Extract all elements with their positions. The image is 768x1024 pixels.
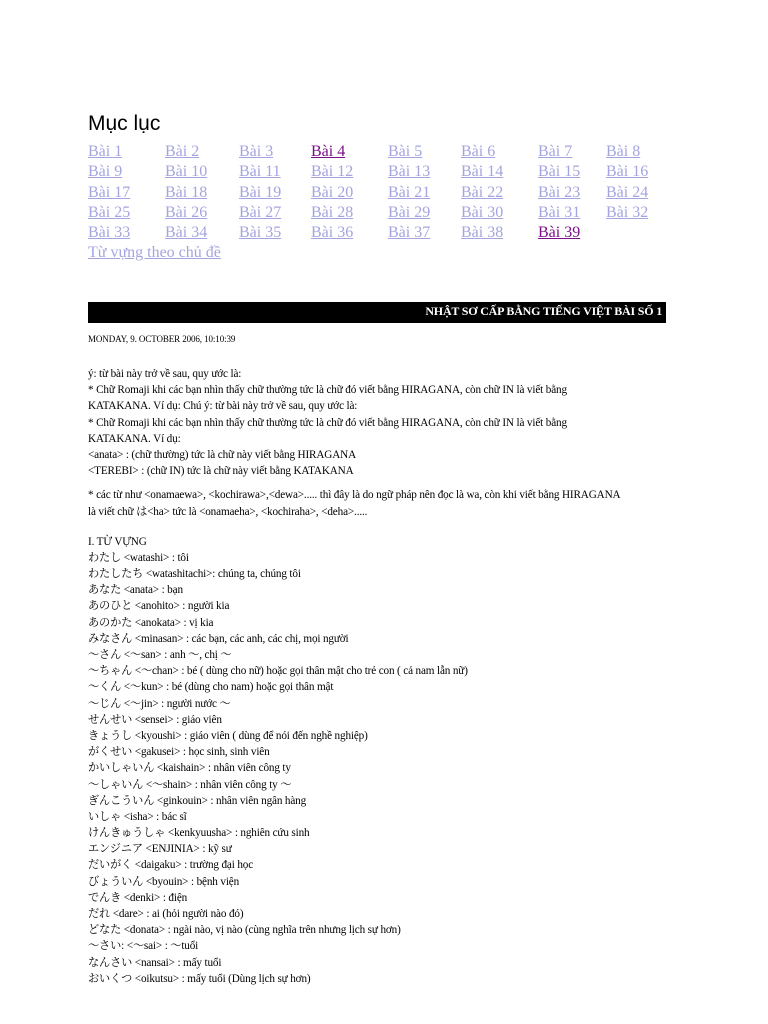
vocab-item: あのひと <anohito> : người kia xyxy=(88,600,230,613)
vocab-item: だいがく <daigaku> : trường đại học xyxy=(88,859,254,872)
vocab-item: ぎんこういん <ginkouin> : nhân viên ngân hàng xyxy=(88,794,307,807)
toc-link[interactable]: Bài 6 xyxy=(461,143,496,160)
vocab-item: でんき <denki> : điện xyxy=(88,891,188,904)
vocab-item: せんせい <sensei> : giáo viên xyxy=(88,713,222,726)
intro-section xyxy=(88,366,728,479)
vocab-list xyxy=(88,550,728,987)
vocab-item: エンジニア <ENJINIA> : kỹ sư xyxy=(88,843,232,856)
vocab-item: ～くん <～kun> : bé (dùng cho nam) hoặc gọi thân mật xyxy=(88,681,334,694)
toc-link[interactable]: Bài 38 xyxy=(461,224,504,242)
toc-link[interactable]: Bài 21 xyxy=(388,183,431,201)
post-title-banner xyxy=(88,302,666,323)
toc-link[interactable]: Bài 7 xyxy=(538,143,573,160)
toc-link[interactable]: Bài 36 xyxy=(311,224,354,242)
vocab-item: だれ <dare> : ai (hỏi người nào đó) xyxy=(88,908,244,920)
toc-link[interactable]: Bài 8 xyxy=(606,143,641,160)
toc-link[interactable]: Bài 1 xyxy=(88,143,123,160)
note-line: là viết chữ は<ha> tức là <onamaeha>, <kochiraha>, <deha>..... xyxy=(88,505,368,518)
post-title: NHẬT SƠ CẤP BẰNG TIẾNG VIỆT BÀI SỐ 1 xyxy=(425,304,662,318)
toc-title: Mục lục xyxy=(88,112,161,135)
intro-line: * Chữ Romaji khi các bạn nhìn thấy chữ thường tức là chữ đó viết bằng HIRAGANA, còn chữ IN là viết bằng xyxy=(88,416,567,429)
vocab-item: ～さい: <～sai> : ～tuổi xyxy=(88,940,199,953)
vocab-item: ～さん <～san> : anh ～, chị ～ xyxy=(88,649,232,661)
toc-link[interactable]: Bài 19 xyxy=(239,183,282,201)
toc-link[interactable]: Bài 34 xyxy=(165,224,208,242)
toc-link[interactable]: Bài 27 xyxy=(239,203,282,221)
toc-link[interactable]: Bài 28 xyxy=(311,203,354,221)
toc-link[interactable]: Bài 16 xyxy=(606,163,649,181)
vocab-item: どなた <donata> : ngài nào, vị nào (cùng nghĩa trên nhưng lịch sự hơn) xyxy=(88,924,401,937)
vocab-item: わたし <watashi> : tôi xyxy=(88,551,189,564)
vocab-item: おいくつ <oikutsu> : mấy tuổi (Dùng lịch sự hơn) xyxy=(88,972,311,985)
toc-link[interactable]: Bài 30 xyxy=(461,203,504,221)
intro-line: <TEREBI> : (chữ IN) tức là chữ này viết bằng KATAKANA xyxy=(88,465,354,478)
toc-link[interactable]: Bài 20 xyxy=(311,183,354,201)
vocab-item: ～しゃいん <～shain> : nhân viên công ty ～ xyxy=(88,778,292,791)
vocab-item: いしゃ <isha> : bác sĩ xyxy=(88,810,187,823)
vocab-item: ～ちゃん <～chan> : bé ( dùng cho nữ) hoặc gọi thân mật cho trẻ con ( cả nam lẫn nữ) xyxy=(88,665,468,678)
toc-link[interactable]: Bài 29 xyxy=(388,203,431,221)
vocab-item: きょうし <kyoushi> : giáo viên ( dùng để nói đến nghề nghiệp) xyxy=(88,729,368,742)
vocabulary-by-topic-link[interactable]: Từ vựng theo chủ đề xyxy=(88,244,221,261)
toc-link[interactable]: Bài 33 xyxy=(88,224,131,242)
intro-line: <anata> : (chữ thường) tức là chữ này viết bằng HIRAGANA xyxy=(88,448,357,461)
toc-link[interactable]: Bài 23 xyxy=(538,183,581,201)
vocab-item: あのかた <anokata> : vị kia xyxy=(88,616,214,629)
vocab-item: かいしゃいん <kaishain> : nhân viên công ty xyxy=(88,762,291,775)
toc-link[interactable]: Bài 4 xyxy=(311,143,346,160)
toc-link[interactable]: Bài 13 xyxy=(388,163,431,181)
vocab-item: けんきゅうしゃ <kenkyuusha> : nghiên cứu sinh xyxy=(88,827,310,840)
toc-link[interactable]: Bài 25 xyxy=(88,203,131,221)
toc-link[interactable]: Bài 3 xyxy=(239,143,274,160)
vocab-item: なんさい <nansai> : mấy tuổi xyxy=(88,956,222,969)
toc-link[interactable]: Bài 18 xyxy=(165,183,208,201)
toc-link[interactable]: Bài 17 xyxy=(88,183,131,201)
vocab-item: ～じん <～jin> : người nước ～ xyxy=(88,697,231,710)
toc-link[interactable]: Bài 15 xyxy=(538,163,581,181)
post-date: MONDAY, 9. OCTOBER 2006, 10:10:39 xyxy=(88,334,236,344)
post-content xyxy=(88,366,728,987)
toc-link[interactable]: Bài 31 xyxy=(538,203,581,221)
intro-line: * Chữ Romaji khi các bạn nhìn thấy chữ thường tức là chữ đó viết bằng HIRAGANA, còn chữ IN là viết bằng xyxy=(88,384,567,397)
toc-link[interactable]: Bài 9 xyxy=(88,163,123,181)
toc-link[interactable]: Bài 37 xyxy=(388,224,431,242)
toc-link[interactable]: Bài 24 xyxy=(606,183,649,201)
intro-line: KATAKANA. Ví dụ: xyxy=(88,432,181,445)
toc-link[interactable]: Bài 11 xyxy=(239,163,281,181)
vocab-item: がくせい <gakusei> : học sinh, sinh viên xyxy=(88,746,270,759)
toc-link[interactable]: Bài 32 xyxy=(606,203,649,221)
vocab-item: びょういん <byouin> : bệnh viện xyxy=(88,875,240,888)
vocab-heading: I. TỪ VỰNG xyxy=(88,535,147,548)
toc-link[interactable]: Bài 12 xyxy=(311,163,354,181)
toc-link[interactable]: Bài 35 xyxy=(239,224,282,242)
toc-link[interactable]: Bài 22 xyxy=(461,183,504,201)
vocab-item: わたしたち <watashitachi>: chúng ta, chúng tôi xyxy=(88,568,301,581)
toc-link[interactable]: Bài 26 xyxy=(165,203,208,221)
intro-line: KATAKANA. Ví dụ: Chú ý: từ bài này trở về sau, quy ước là: xyxy=(88,400,358,413)
toc-link[interactable]: Bài 14 xyxy=(461,163,504,181)
note-section xyxy=(88,487,728,519)
toc-link[interactable]: Bài 2 xyxy=(165,143,200,160)
vocab-item: あなた <anata> : bạn xyxy=(88,584,183,597)
toc-link[interactable]: Bài 5 xyxy=(388,143,423,160)
toc-link[interactable]: Bài 39 xyxy=(538,224,581,242)
vocab-item: みなさん <minasan> : các bạn, các anh, các chị, mọi người xyxy=(88,632,349,645)
intro-line: ý: từ bài này trở về sau, quy ước là: xyxy=(88,368,242,380)
toc-link[interactable]: Bài 10 xyxy=(165,163,208,181)
note-line: * các từ như <onamaewa>, <kochirawa>,<dewa>..... thì đây là do ngữ pháp nên đọc là wa, còn khi viết bằng HIRAGANA xyxy=(88,489,621,502)
